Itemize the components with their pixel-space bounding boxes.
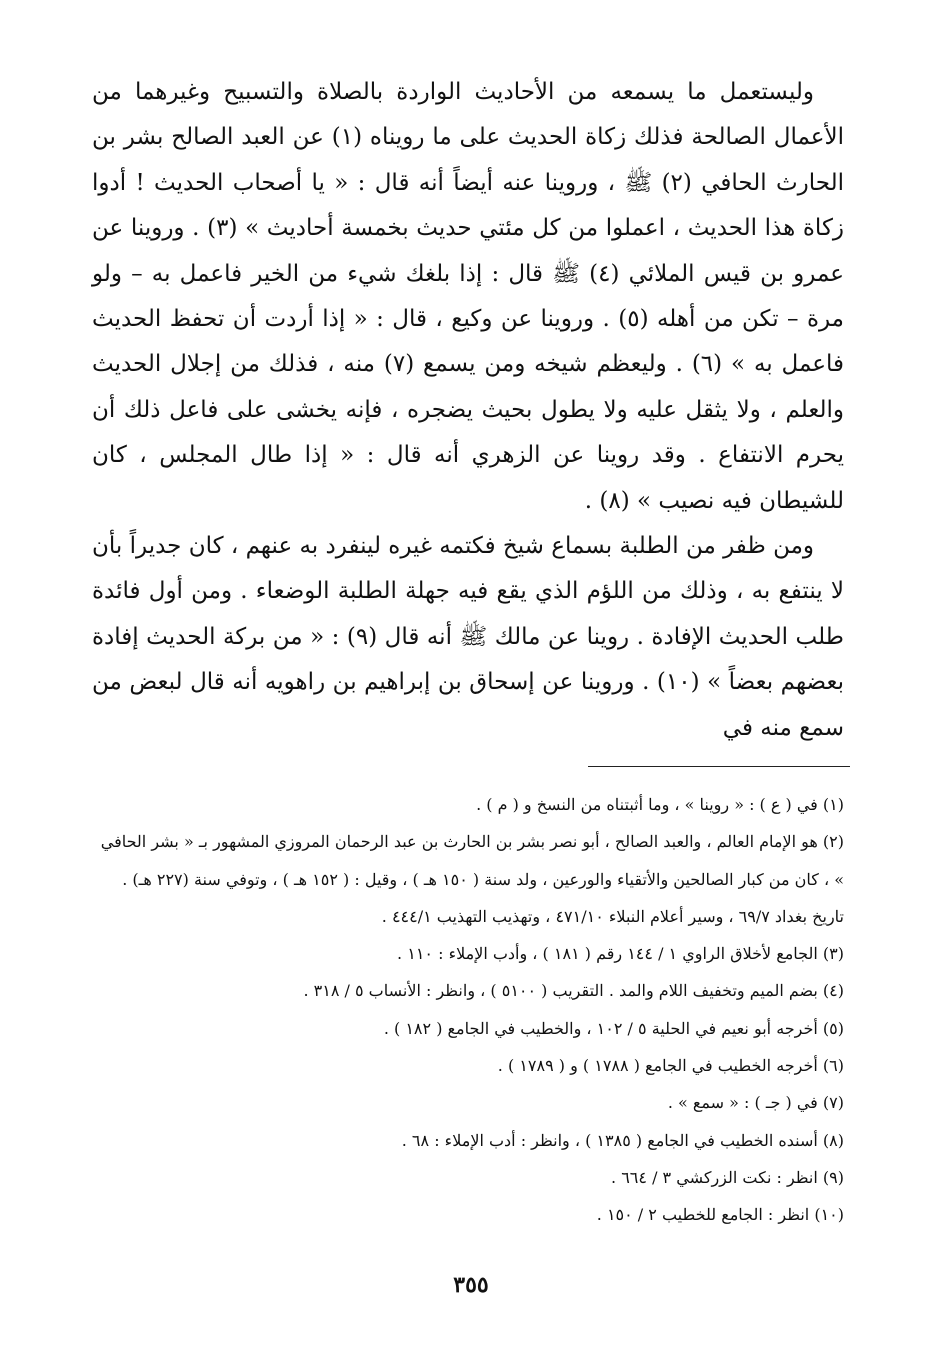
footnote: (٢) هو الإمام العالم ، والعبد الصالح ، أبو نصر بشر بن الحارث بن عبد الرحمان المروزي المشهور بـ « بشر الحافي » ، كان من كبار الصالحين والأتقياء والورعين ، ولد سنة ( ١٥٠ هـ ) ، وقيل : ( ١٥٢ هـ ) ، وتوفي سنة (٢٢٧ هـ) . تاريخ بغداد ٦٩/٧ ، وسير أعلام النبلاء ٤٧١/١٠ ، وتهذيب التهذيب ٤٤٤/١ . xyxy=(100,832,844,926)
body-text xyxy=(92,70,844,751)
footnote: (٨) أسنده الخطيب في الجامع ( ١٣٨٥ ) ، وانظر : أدب الإملاء : ٦٨ . xyxy=(401,1130,844,1150)
paragraph: وليستعمل ما يسمعه من الأحاديث الواردة بالصلاة والتسبيح وغيرهما من الأعمال الصالحة فذلك زكاة الحديث على ما رويناه (١) عن العبد الصالح بشر بن الحارث الحافي (٢) ﷺ ، وروينا عنه أيضاً أنه قال : « يا أصحاب الحديث ! أدوا زكاة هذا الحديث ، اعملوا من كل مئتي حديث بخمسة أحاديث » (٣) . وروينا عن عمرو بن قيس الملائي (٤) ﷺ قال : إذا بلغك شيء من الخير فاعمل به – ولو مرة – تكن من أهله (٥) . وروينا عن وكيع ، قال : « إذا أردت أن تحفظ الحديث فاعمل به » (٦) . وليعظم شيخه ومن يسمع (٧) منه ، فذلك من إجلال الحديث والعلم ، ولا يثقل عليه ولا يطول بحيث يضجره ، فإنه يخشى على فاعل ذلك أن يحرم الانتفاع . وقد روينا عن الزهري أنه قال : « إذا طال المجلس ، كان للشيطان فيه نصيب » (٨) . xyxy=(92,79,845,514)
footnote: (١٠) انظر : الجامع للخطيب ٢ / ١٥٠ . xyxy=(596,1205,844,1225)
footnote: (١) في ( ع ) : « روينا » ، وما أثبتناه من النسخ و ( م ) . xyxy=(476,795,844,814)
footnote: (٧) في ( جـ ) : « سمع » . xyxy=(667,1093,844,1113)
footnote: (٦) أخرجه الخطيب في الجامع ( ١٧٨٨ ) و ( ١٧٨٩ ) . xyxy=(497,1056,844,1076)
footnote-separator xyxy=(588,766,850,767)
footnote: (٣) الجامع لأخلاق الراوي ١ / ١٤٤ رقم ( ١٨١ ) ، وأدب الإملاء : ١١٠ . xyxy=(397,944,844,964)
footnote: (٤) بضم الميم وتخفيف اللام والمد . التقريب ( ٥١٠٠ ) ، وانظر : الأنساب ٥ / ٣١٨ . xyxy=(303,981,844,1001)
paragraph: ومن ظفر من الطلبة بسماع شيخ فكتمه غيره لينفرد به عنهم ، كان جديراً بأن لا ينتفع به ، وذلك من اللؤم الذي يقع فيه جهلة الطلبة الوضعاء . ومن أول فائدة طلب الحديث الإفادة . روينا عن مالك ﷺ أنه قال (٩) : « من بركة الحديث إفادة بعضهم بعضاً » (١٠) . وروينا عن إسحاق بن إبراهيم بن راهويه أنه قال لبعض من سمع منه في xyxy=(92,533,844,741)
footnotes xyxy=(92,786,844,1234)
footnote: (٥) أخرجه أبو نعيم في الحلية ٥ / ١٠٢ ، والخطيب في الجامع ( ١٨٢ ) . xyxy=(383,1018,844,1038)
page-number: ٣٥٥ xyxy=(453,1272,489,1298)
main-text xyxy=(92,70,844,751)
footnote: (٩) انظر : نكت الزركشي ٣ / ٦٦٤ . xyxy=(611,1167,844,1187)
